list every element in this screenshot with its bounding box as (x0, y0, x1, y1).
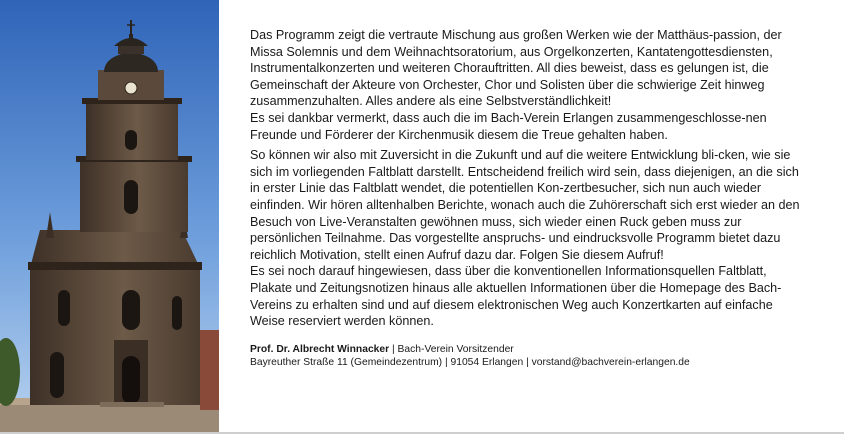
church-tower-photo (0, 0, 219, 434)
signature-separator: | (389, 343, 398, 355)
paragraph-thanks: Es sei dankbar vermerkt, dass auch die im Bach-Verein Erlangen zusammengeschlosse-nen Freunde und Förderer der Kirchenmusik diesem die Treue gehalten haben. (250, 110, 767, 142)
signature-name: Prof. Dr. Albrecht Winnacker (250, 343, 390, 355)
church-tower-illustration (0, 0, 219, 434)
text-content (250, 27, 810, 370)
signature-block (250, 343, 810, 370)
signature-line (250, 343, 810, 356)
paragraph-program: Das Programm zeigt die vertraute Mischung aus großen Werken wie der Matthäus-passion, der Missa Solemnis und dem Weihnachtsoratorium, aus Orgelkonzerten, Kantatengottesdiensten, Instrumentalkonzerten und weiteren Chorauftritten. All dies beweist, dass es gelungen ist, die Gemeinschaft der Akteure von Orchester, Chor und Solisten über die schwierige Zeit hinweg zusammenzuhalten. Alles andere als eine Selbstverständlichkeit! (250, 28, 782, 109)
signature-role: Bach-Verein Vorsitzender (397, 343, 514, 355)
paragraph-outlook: So können wir also mit Zuversicht in die Zukunft und auf die weitere Entwicklung bli-cken, wie sie sich im vorliegenden Faltblatt darstellt. Entscheidend freilich wird sein, dass diejenigen, an die sich in erster Linie das Faltblatt wendet, die potentiellen Kon-zertbesucher, sich nun auch wieder einfinden. Wir hören alltenhalben Berichte, wonach auch die Zuhörerschaft sich erst wieder an den Besuch von Live-Veranstalten gewöhnen muss, sich wieder einen Ruck geben muss zur persönlichen Teilnahme. Das vorgestellte anspruchs- und eindrucksvolle Programm bietet dazu reichlich Motivation, stellt einen Aufruf dazu dar. Folgen Sie diesem Aufruf! (250, 148, 800, 262)
signature-address: Bayreuther Straße 11 (Gemeindezentrum) | 91054 Erlangen | vorstand@bachverein-erlangen.de (250, 357, 690, 369)
paragraph-information: Es sei noch darauf hingewiesen, dass über die konventionellen Informationsquellen Faltblatt, Plakate und Zeitungsnotizen hinaus alle aktuellen Informationen über die Homepage des Bach-Vereins zu erhalten sind und auf diesem elektronischen Weg auch Konzertkarten auf einfache Weise reserviert werden können. (250, 264, 782, 329)
